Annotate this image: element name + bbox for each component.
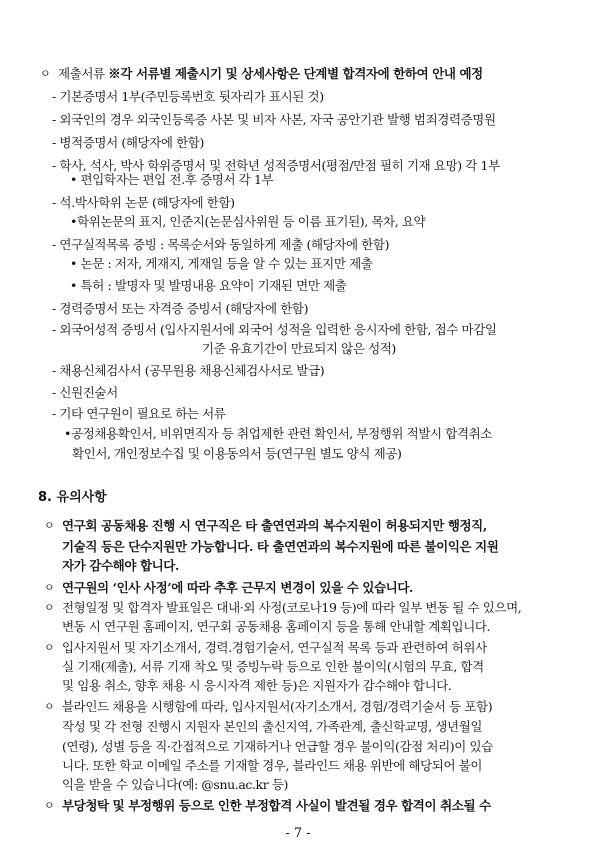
list-item: - 기타 연구원이 필요로 하는 서류 [52, 406, 226, 421]
list-item: - 기본증명서 1부(주민등록번호 뒷자리가 표시된 것) [52, 89, 324, 104]
notice-line: 블라인드 채용을 시행함에 따라, 입사지원서(자기소개서, 경험/경력기술서 등 포함) [62, 699, 493, 714]
list-bullet: ㅇ [44, 641, 55, 654]
notice-line: 기술직 등은 단수지원만 가능합니다. 타 출연연과의 복수지원에 따른 불이익은 지원 [62, 539, 499, 554]
docs-title-label: 제출서류 [58, 66, 109, 81]
list-item: - 신원진술서 [52, 385, 118, 400]
docs-title [58, 66, 483, 82]
list-subitem: •학위논문의 표지, 인준지(논문심사위원 등 이름 표기된), 목차, 요약 [70, 214, 426, 229]
notice-line: 익을 받을 수 있습니다(예: @snu.ac.kr 등) [62, 777, 289, 792]
list-subitem: • 특허 : 발명자 및 발명내용 요약이 기재된 면만 제출 [70, 278, 347, 293]
list-item: - 채용신체검사서 (공무원용 채용신체검사서로 발급) [52, 363, 325, 378]
page-number: - 7 - [285, 826, 311, 841]
notice-line: 작성 및 각 전형 진행시 지원자 본인의 출신지역, 가족관계, 출신학교명, 생년월일 [62, 719, 483, 734]
list-item: - 석․박사학위 논문 (해당자에 한함) [52, 195, 235, 210]
list-subitem: • 편입학자는 편입 전․후 증명서 각 1부 [70, 172, 274, 187]
notice-line: 니다. 또한 학교 이메일 주소를 기재할 경우, 블라인드 채용 위반에 해당되어 불이 [62, 758, 483, 773]
notice-line: 부당청탁 및 부정행위 등으로 인한 부정합격 사실이 발견될 경우 합격이 취소될 수 [62, 798, 491, 813]
docs-title-note: ※각 서류별 제출시기 및 상세사항은 단계별 합격자에 한하여 안내 예정 [108, 66, 483, 81]
notice-line: 실 기재(제출), 서류 기재 착오 및 증빙누락 등으로 인한 불이익(시험의 무효, 합격 [62, 659, 484, 674]
list-bullet: ㅇ [44, 700, 55, 713]
list-bullet: ㅇ [40, 67, 51, 80]
notice-line: 및 임용 취소, 향후 채용 시 응시자격 제한 등)은 지원자가 감수해야 합니다. [62, 678, 452, 693]
list-subitem-continued: 확인서, 개인정보수집 및 이용동의서 등(연구원 별도 양식 제공) [72, 446, 402, 461]
list-bullet: ㅇ [44, 581, 55, 594]
list-item: - 연구실적목록 증빙 : 목록순서와 동일하게 제출 (해당자에 한함) [52, 237, 390, 252]
section-heading: 8. 유의사항 [38, 490, 107, 505]
list-subitem: • 논문 : 저자, 게재지, 게재일 등을 알 수 있는 표지만 제출 [70, 256, 373, 271]
list-item: - 경력증명서 또는 자격증 증빙서 (해당자에 한함) [52, 301, 309, 316]
list-subitem: •공정채용확인서, 비위면직자 등 취업제한 관련 확인서, 부정행위 적발시 합격취소 [64, 426, 492, 441]
list-item: - 외국인의 경우 외국인등록증 사본 및 비자 사본, 자국 공안기관 발행 범죄경력증명원 [52, 112, 496, 127]
notice-line: (연령), 성별 등을 직·간접적으로 기재하거나 언급할 경우 불이익(감점 처리)이 있습 [62, 739, 493, 754]
notice-line: 전형일정 및 합격자 발표일은 대내·외 사정(코로나19 등)에 따라 일부 변동 될 수 있으며, [62, 600, 522, 615]
notice-line: 자가 감수해야 합니다. [62, 558, 179, 573]
list-bullet: ㅇ [44, 519, 55, 532]
notice-line: 연구원의 ‘인사 사정’에 따라 추후 근무지 변경이 있을 수 있습니다. [62, 580, 413, 595]
notice-line: 연구회 공동채용 진행 시 연구직은 타 출연연과의 복수지원이 허용되지만 행정직, [62, 518, 487, 533]
list-item: - 병적증명서 (해당자에 한함) [52, 135, 204, 150]
notice-line: 입사지원서 및 자기소개서, 경력․경험기술서, 연구실적 목록 등과 관련하여 허위사 [62, 640, 487, 655]
list-bullet: ㅇ [44, 799, 55, 812]
list-item: - 학사, 석사, 박사 학위증명서 및 전학년 성적증명서(평점/만점 필히 기재 요망) 각 1부 [52, 158, 500, 173]
list-bullet: ㅇ [44, 601, 55, 614]
list-item-continued: 기준 유효기간이 만료되지 않은 성적) [202, 341, 396, 356]
list-item: - 외국어성적 증빙서 (입사지원서에 외국어 성적을 입력한 응시자에 한함, 접수 마감일 [52, 322, 497, 337]
notice-line: 변동 시 연구원 홈페이지, 연구회 공동채용 홈페이지 등을 통해 안내할 계획입니다. [62, 619, 491, 634]
